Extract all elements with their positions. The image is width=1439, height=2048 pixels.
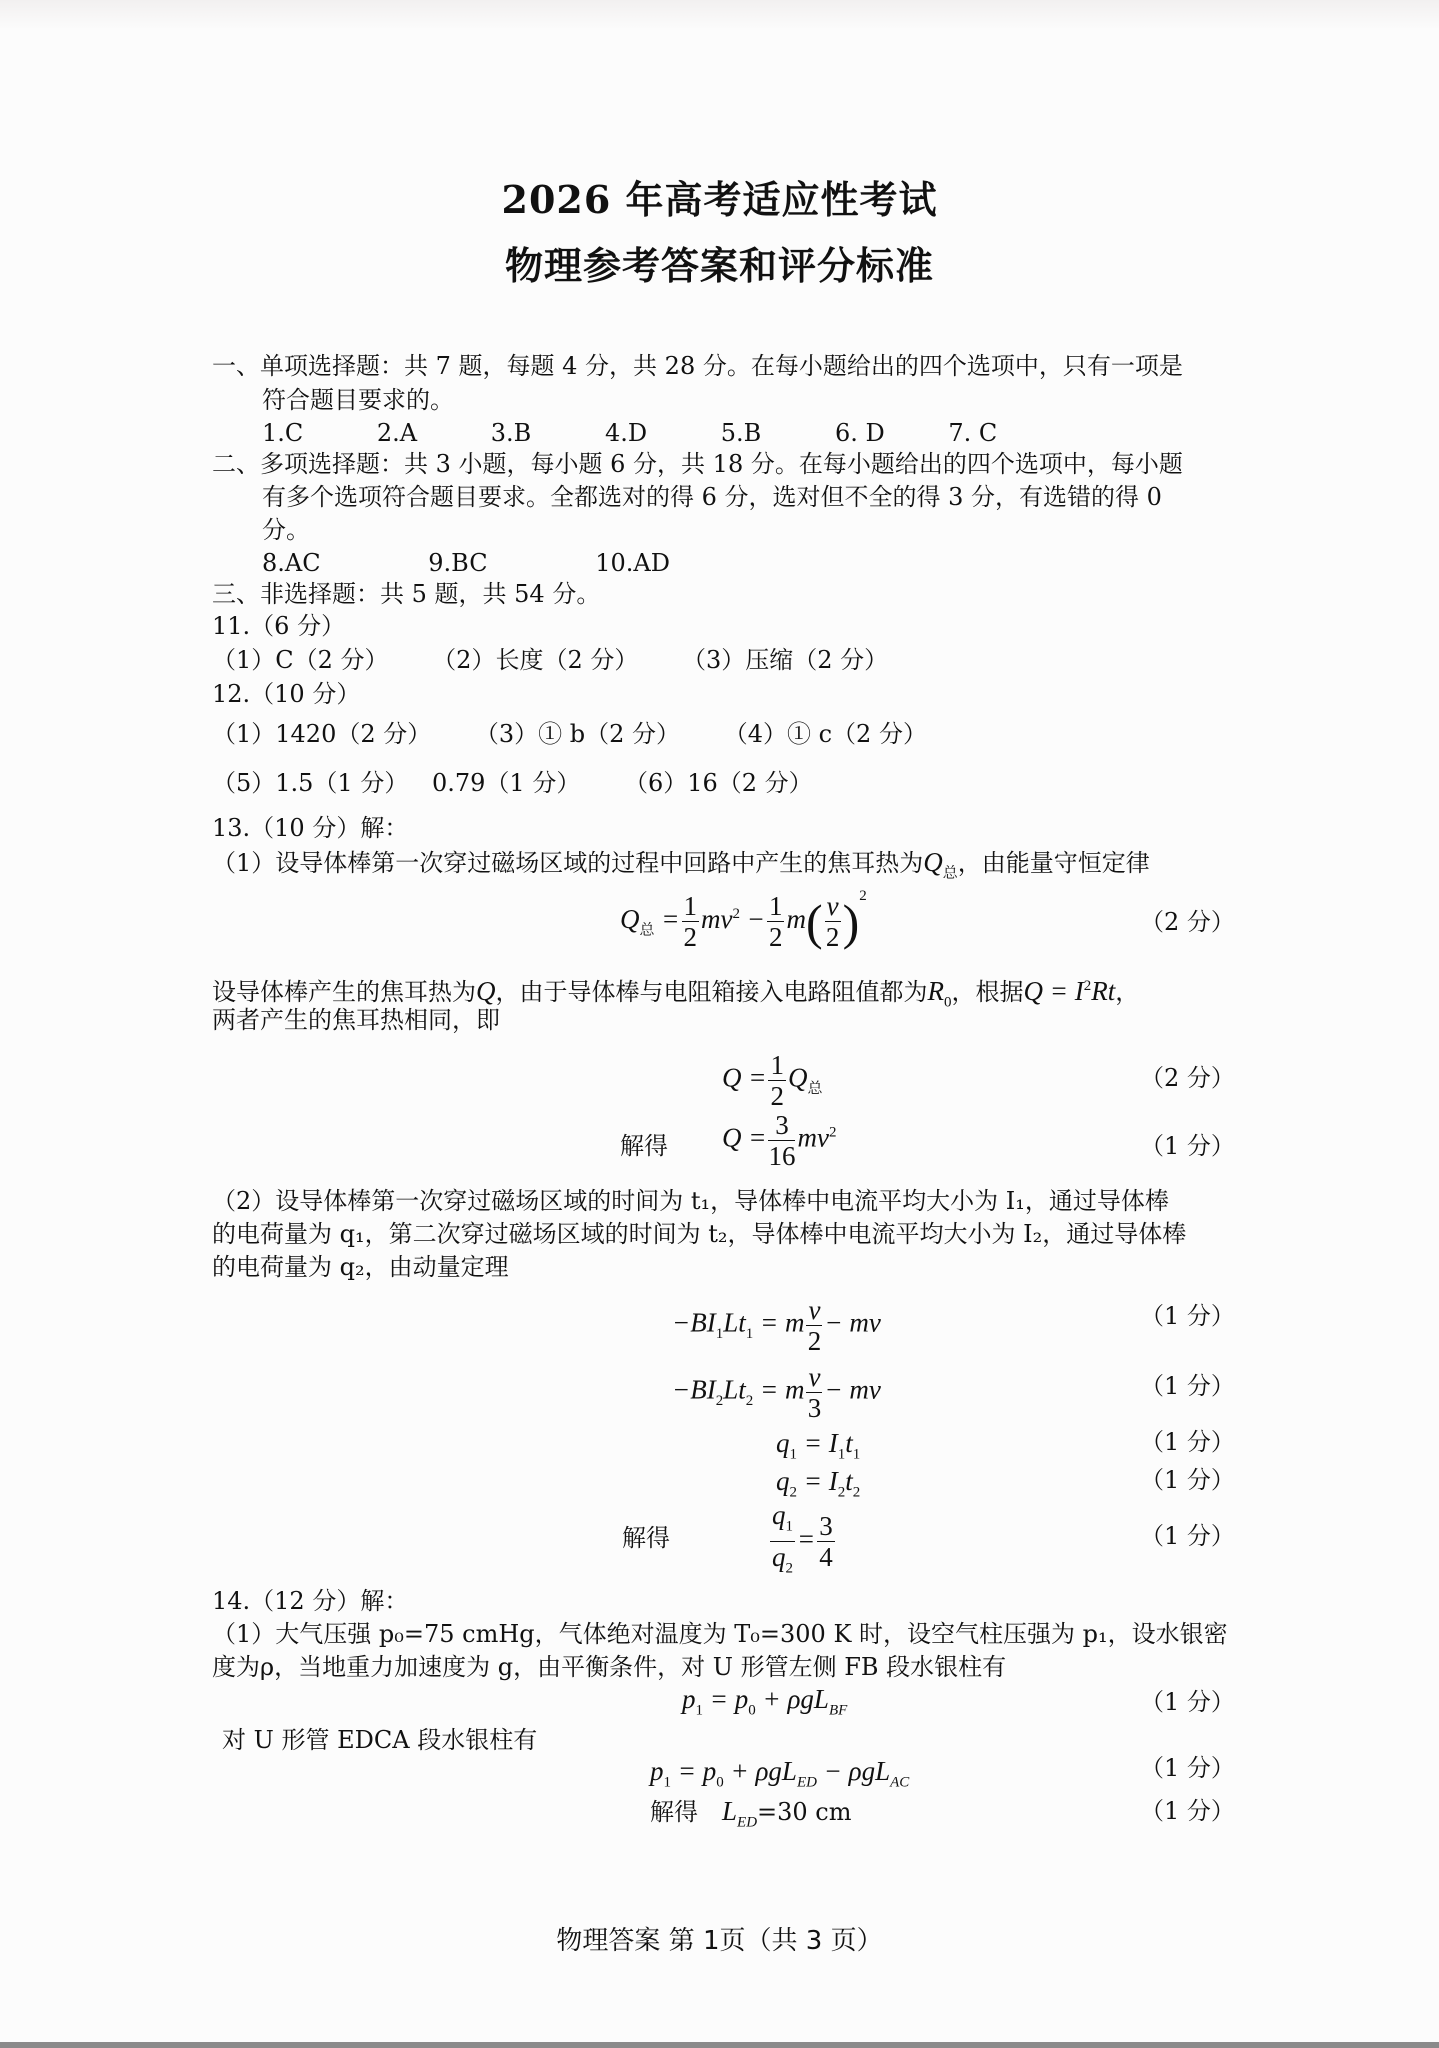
q11-answers — [212, 644, 888, 676]
q13-equation-4: $-BI_1Lt_1 = m$ $\frac{v}{2}$ − mv — [672, 1295, 881, 1356]
section2-heading-line3: 分。 — [262, 516, 310, 544]
section1-heading-line2: 符合题目要求的。 — [262, 386, 454, 414]
q13-part2-line3: 的电荷量为 q₂，由动量定理 — [212, 1253, 509, 1281]
answer-10: 10.AD — [595, 549, 670, 577]
section2-answers — [262, 547, 670, 579]
q14-eq3-score: （1 分） — [1140, 1797, 1235, 1825]
q14-part1-line1: （1）大气压强 p₀=75 cmHg，气体绝对温度为 T₀=300 K 时，设空气柱压强为 p₁，设水银密 — [212, 1620, 1228, 1648]
q14-eq2-score: （1 分） — [1140, 1754, 1235, 1782]
symbol-r0: $R_0$ — [927, 976, 952, 1011]
q11-answer-1: （1）C（2 分） — [212, 646, 389, 674]
section1-answers — [262, 417, 997, 449]
q12-answer-5b: 0.79（1 分） — [431, 769, 581, 797]
q13-header: 13.（10 分）解： — [212, 814, 409, 842]
q13-equation-6: $q_1 = I_1t_1$ — [776, 1428, 861, 1463]
q14-equation-1: $p_1 = p_0 + \rho gL_{BF}$ — [682, 1684, 848, 1719]
symbol-q: Q — [476, 976, 496, 1006]
section2-heading-line1: 二、多项选择题：共 3 小题，每小题 6 分，共 18 分。在每小题给出的四个选项中，每小题 — [212, 450, 1183, 478]
scan-top-edge — [0, 0, 1439, 30]
q13-eq6-score: （1 分） — [1140, 1428, 1235, 1456]
answer-7: 7. C — [948, 419, 998, 447]
page-title: 2026 年高考适应性考试 — [501, 177, 938, 222]
answer-2: 2.A — [376, 419, 418, 447]
q12-answer-1: （1）1420（2 分） — [212, 720, 432, 748]
answer-9: 9.BC — [428, 549, 488, 577]
q14-header: 14.（12 分）解： — [212, 1587, 409, 1615]
q13-paragraph2-line1: 设导体棒产生的焦耳热为Q，由于导体棒与电阻箱接入电路阻值都为$R_0$，根据$Q = I^2Rt$， — [212, 976, 1140, 1011]
q13-equation-8: $\frac{q_1}{q_2}$ = $\frac{3}{4}$ — [772, 1500, 833, 1577]
q14-eq1-score: （1 分） — [1140, 1688, 1235, 1716]
section1-heading-line1: 一、单项选择题：共 7 题，每题 4 分，共 28 分。在每小题给出的四个选项中，只有一项是 — [212, 352, 1183, 380]
q12-answer-3: （3）① b（2 分） — [474, 720, 681, 748]
answer-8: 8.AC — [262, 549, 321, 577]
q13-equation-1: $Q_总$ = $\frac{1}{2}$ $mv^2$ − $\frac{1}{2}$ m( $\frac{v}{2}$ )$^2$ — [620, 888, 867, 953]
q13-part1-text — [212, 846, 1150, 889]
q13-solve-label-1: 解得 — [620, 1132, 668, 1160]
answer-5: 5.B — [720, 419, 762, 447]
q13-eq2-score: （2 分） — [1140, 1064, 1235, 1092]
q14-result: =30 cm — [757, 1798, 852, 1826]
q13-equation-7: $q_2 = I_2t_2$ — [776, 1466, 861, 1501]
q13-equation-2: Q = $\frac{1}{2}$ $Q_总$ — [722, 1050, 823, 1111]
q13-eq7-score: （1 分） — [1140, 1466, 1235, 1494]
q12-answer-4: （4）① c（2 分） — [723, 720, 927, 748]
text-a: 设导体棒产生的焦耳热为 — [212, 978, 476, 1006]
page-subtitle: 物理参考答案和评分标准 — [504, 243, 934, 288]
q13-part1-text-a: （1）设导体棒第一次穿过磁场区域的过程中回路中产生的焦耳热为 — [212, 849, 924, 877]
answer-1: 1.C — [262, 419, 304, 447]
q13-eq5-score: （1 分） — [1140, 1372, 1235, 1400]
symbol-q-total: $Q_总$ — [923, 847, 958, 882]
q11-answer-3: （3）压缩（2 分） — [681, 646, 889, 674]
q13-equation-5: $-BI_2Lt_2 = m$ $\frac{v}{3}$ − mv — [672, 1362, 881, 1423]
q14-solve-line — [650, 1795, 852, 1838]
q13-eq4-score: （1 分） — [1140, 1302, 1235, 1330]
q13-equation-3: Q = $\frac{3}{16}$ $mv^2$ — [722, 1110, 837, 1171]
answer-3: 3.B — [490, 419, 532, 447]
q13-eq3-score: （1 分） — [1140, 1132, 1235, 1160]
answer-4: 4.D — [604, 419, 648, 447]
q12-answers-row2 — [212, 767, 813, 799]
q13-eq8-score: （1 分） — [1140, 1522, 1235, 1550]
q12-answer-6: （6）16（2 分） — [623, 769, 813, 797]
section3-heading: 三、非选择题：共 5 题，共 54 分。 — [212, 580, 601, 608]
q12-answer-5a: （5）1.5（1 分） — [212, 769, 409, 797]
section2-heading-line2: 有多个选项符合题目要求。全都选对的得 6 分，选对但不全的得 3 分，有选错的得 0 — [262, 483, 1162, 511]
q11-header: 11.（6 分） — [212, 612, 346, 640]
q14-paragraph2: 对 U 形管 EDCA 段水银柱有 — [222, 1726, 538, 1754]
q12-header: 12.（10 分） — [212, 680, 361, 708]
scan-bottom-edge — [0, 2042, 1439, 2048]
symbol-l-ed: $L_{ED}$ — [722, 1796, 758, 1831]
q12-answers-row1 — [212, 718, 927, 750]
formula-joule: $Q = I^2Rt$ — [1023, 976, 1116, 1006]
q14-part1-line2: 度为ρ，当地重力加速度为 g，由平衡条件，对 U 形管左侧 FB 段水银柱有 — [212, 1653, 1007, 1681]
q13-part2-line2: 的电荷量为 q₁，第二次穿过磁场区域的时间为 t₂，导体棒中电流平均大小为 I₂，通过导体棒 — [212, 1220, 1187, 1248]
text-c: ，根据 — [951, 978, 1024, 1006]
page-footer: 物理答案 第 1页（共 3 页） — [556, 1926, 883, 1956]
q13-part1-text-b: ，由能量守恒定律 — [957, 849, 1150, 877]
q11-answer-2: （2）长度（2 分） — [432, 646, 639, 674]
q13-solve-label-2: 解得 — [622, 1524, 670, 1552]
q14-equation-2: $p_1 = p_0 + \rho gL_{ED} - \rho gL_{AC}$ — [650, 1756, 910, 1791]
q13-eq1-score: （2 分） — [1140, 908, 1235, 936]
q14-solve-label: 解得 — [650, 1798, 698, 1826]
q13-part2-line1: （2）设导体棒第一次穿过磁场区域的时间为 t₁，导体棒中电流平均大小为 I₁，通过导体棒 — [212, 1187, 1169, 1215]
q13-paragraph2-line2: 两者产生的焦耳热相同，即 — [212, 1006, 500, 1034]
text-b: ，由于导体棒与电阻箱接入电路阻值都为 — [495, 978, 928, 1006]
answer-6: 6. D — [834, 419, 885, 447]
